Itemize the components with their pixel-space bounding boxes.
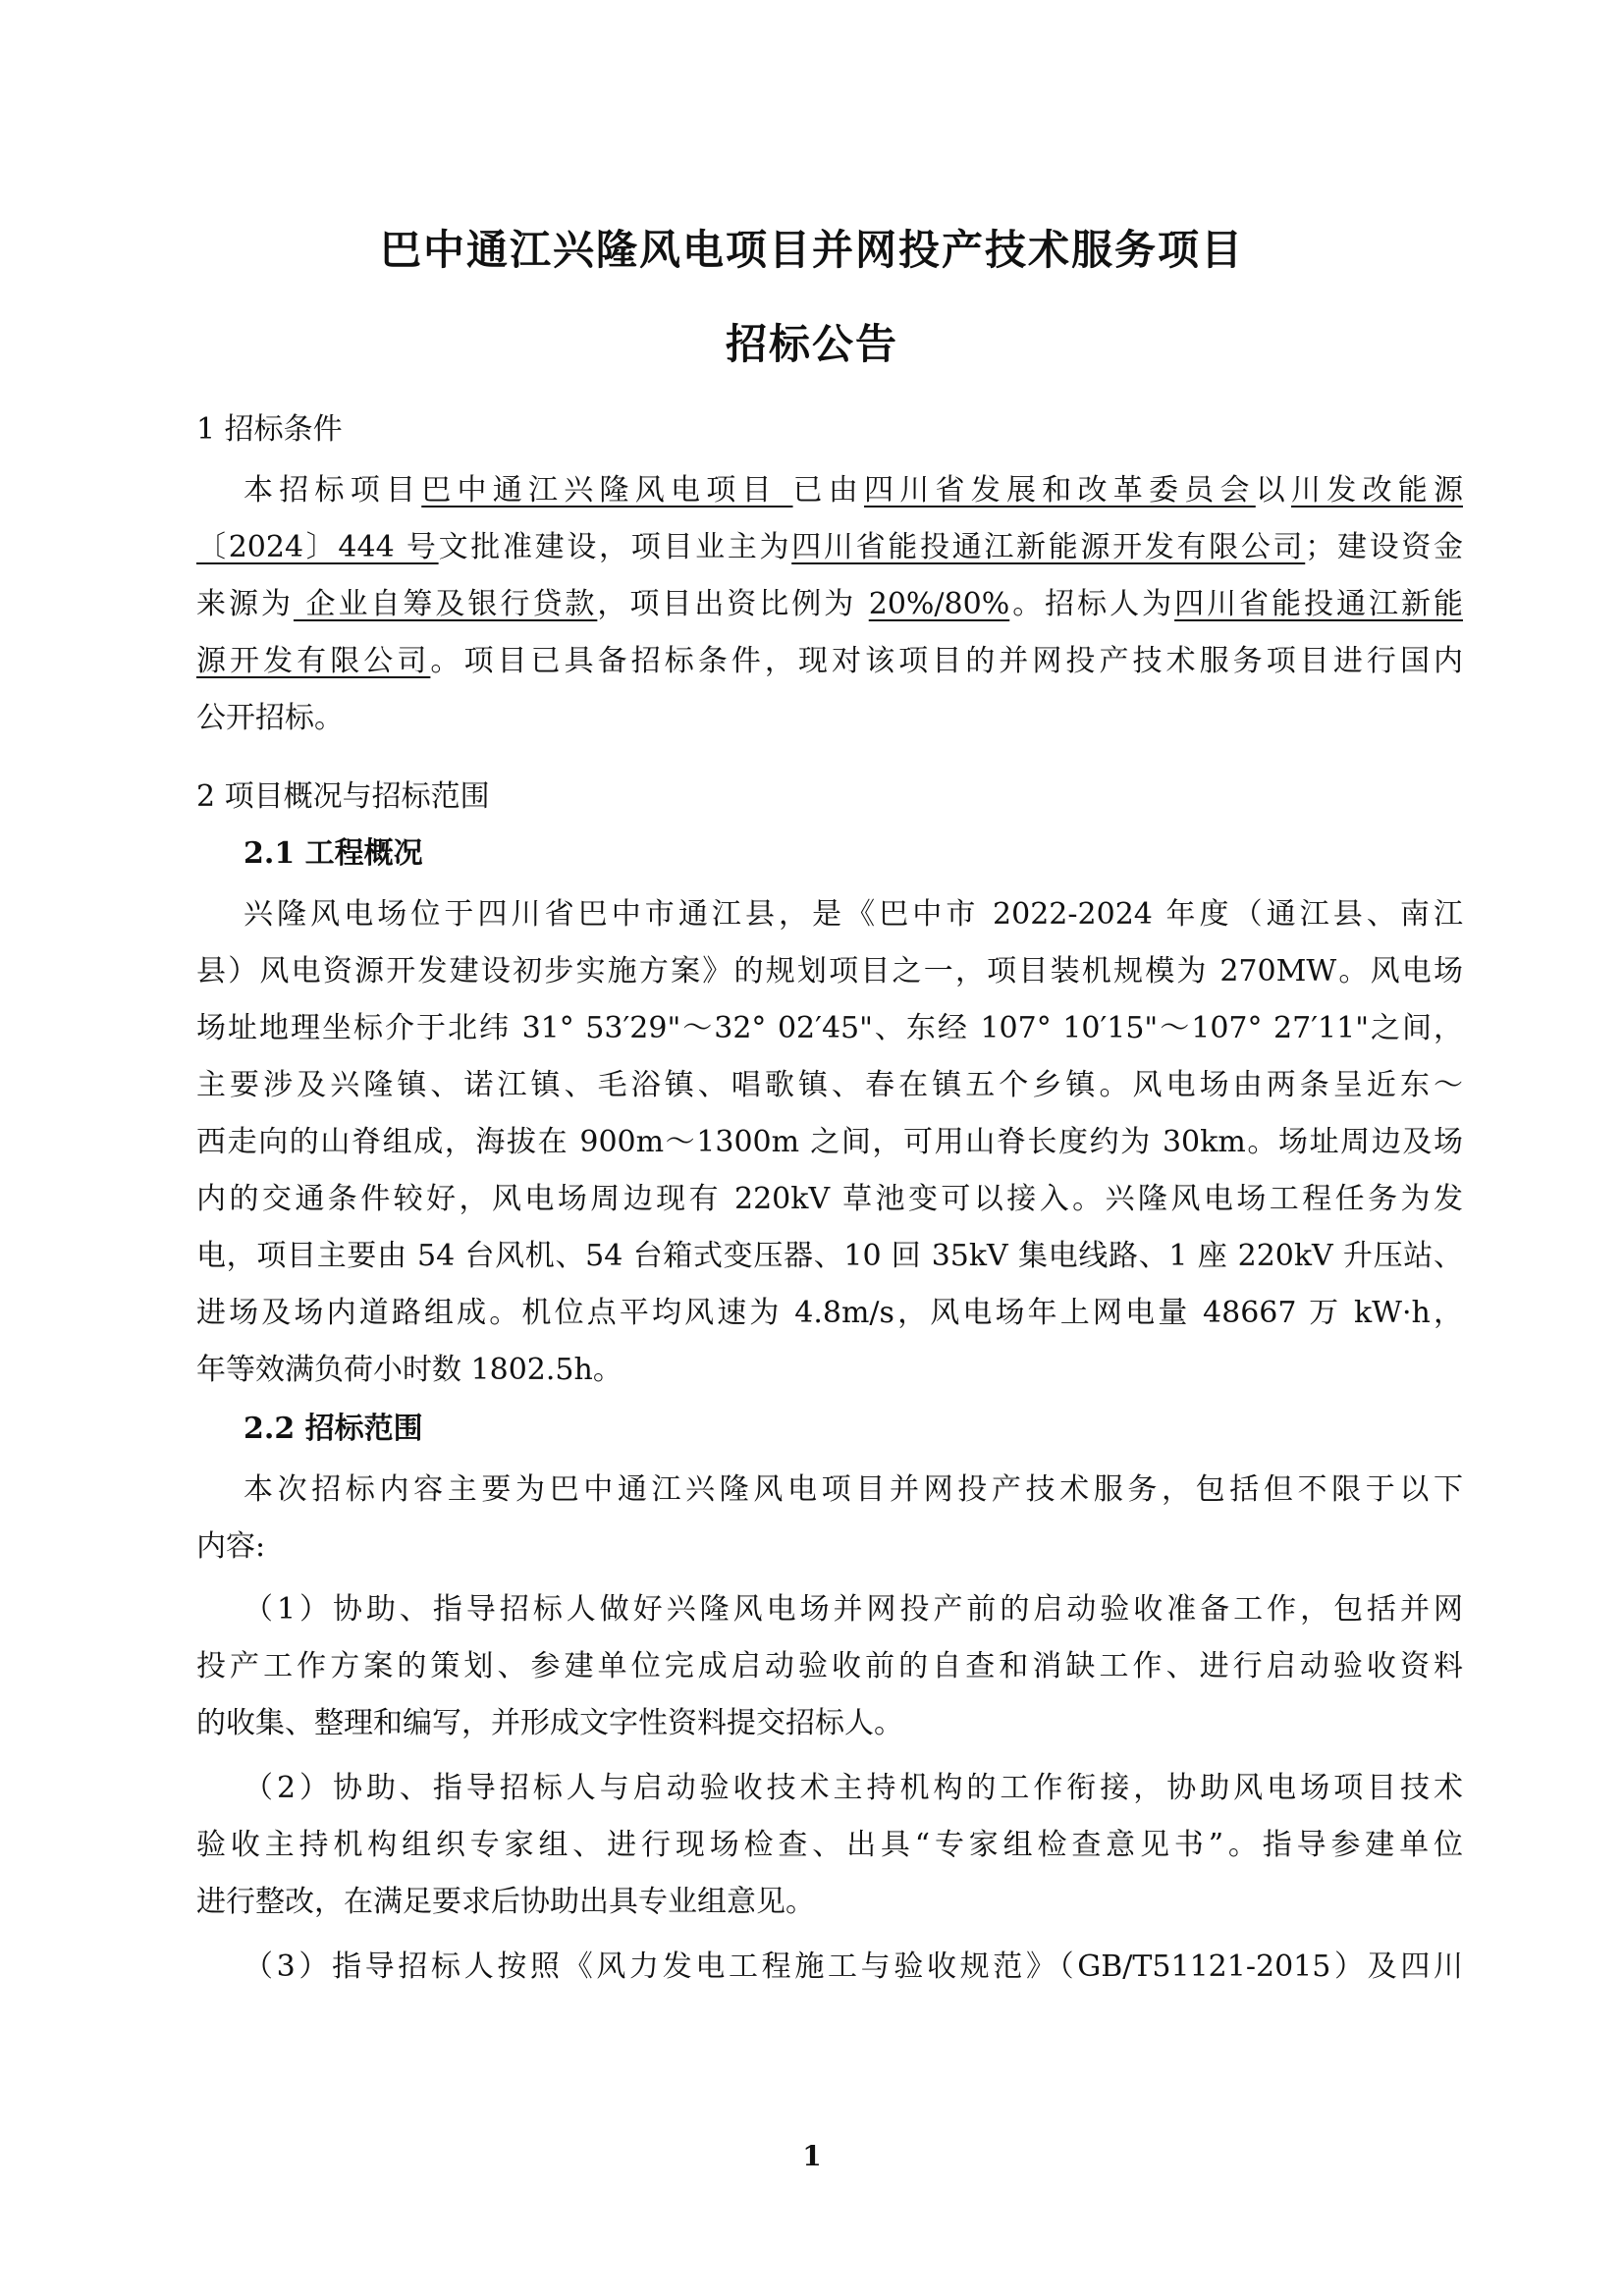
project-owner: 四川省能投通江新能源开发有限公司 [791,530,1306,564]
text-run: 。招标人为 [1009,587,1175,621]
paragraph-line: 电，项目主要由 54 台风机、54 台箱式变压器、10 回 35kV 集电线路、1 座 220kV 升压站、 [196,1239,1463,1273]
tenderer-name-cont: 源开发有限公司 [196,644,431,678]
section-1-heading: 1 招标条件 [196,412,343,447]
list-item-2-cont: 验收主持机构组织专家组、进行现场检查、出具“专家组检查意见书”。指导参建单位 [196,1828,1463,1862]
project-name: 巴中通江兴隆风电项目 [421,473,793,507]
text-run: 。项目已具备招标条件，现对该项目的并网投产技术服务项目进行国内 [430,644,1463,678]
list-item-1-cont: 的收集、整理和编写，并形成文字性资料提交招标人。 [196,1706,903,1740]
approval-document: 川发改能源 [1291,473,1463,507]
paragraph-line: 公开招标。 [196,701,344,735]
text-run: 文批准建设，项目业主为 [438,530,792,564]
approval-authority: 四川省发展和改革委员会 [864,473,1256,507]
paragraph-line: 本次招标内容主要为巴中通江兴隆风电项目并网投产技术服务，包括但不限于以下 [244,1472,1463,1507]
paragraph-line: 主要涉及兴隆镇、诺江镇、毛浴镇、唱歌镇、春在镇五个乡镇。风电场由两条呈近东～ [196,1068,1463,1102]
section-2-1-heading: 2.1 工程概况 [244,836,423,871]
paragraph-line: 内的交通条件较好，风电场周边现有 220kV 草池变可以接入。兴隆风电场工程任务为发 [196,1182,1463,1216]
text-run: 已由 [792,473,865,507]
text-run: ；建设资金 [1305,530,1463,564]
page-number: 1 [802,2140,822,2172]
section-2-heading: 2 项目概况与招标范围 [196,779,490,814]
list-item-2-cont: 进行整改，在满足要求后协助出具专业组意见。 [196,1885,815,1919]
funding-source: 企业自筹及银行贷款 [293,587,598,621]
text-run: ，项目出资比例为 [597,587,869,621]
paragraph-line [196,528,1463,567]
list-item-3: （3）指导招标人按照《风力发电工程施工与验收规范》（GB/T51121-2015）及四川 [244,1949,1463,1984]
text-run: 来源为 [196,587,294,621]
paragraph-line: 兴隆风电场位于四川省巴中市通江县，是《巴中市 2022-2024 年度（通江县、南江 [244,897,1463,932]
list-item-2: （2）协助、指导招标人与启动验收技术主持机构的工作衔接，协助风电场项目技术 [244,1771,1463,1805]
paragraph-line [244,471,1463,510]
section-2-2-heading: 2.2 招标范围 [244,1412,423,1446]
text-run: 以 [1255,473,1292,507]
text-run: 本招标项目 [244,473,422,507]
paragraph-line: 年等效满负荷小时数 1802.5h。 [196,1353,623,1387]
document-title: 巴中通江兴隆风电项目并网投产技术服务项目 [379,226,1244,274]
document-subtitle: 招标公告 [725,320,898,368]
paragraph-line: 场址地理坐标介于北纬 31° 53′29"～32° 02′45"、东经 107° 10′15"～107° 27′11"之间， [196,1011,1463,1045]
list-item-1: （1）协助、指导招标人做好兴隆风电场并网投产前的启动验收准备工作，包括并网 [244,1592,1463,1627]
paragraph-line [196,585,1463,624]
paragraph-line [196,642,1463,681]
tenderer-name: 四川省能投通江新能 [1174,587,1463,621]
list-item-1-cont: 投产工作方案的策划、参建单位完成启动验收前的自查和消缺工作、进行启动验收资料 [196,1649,1463,1683]
approval-number: 〔2024〕444 号 [196,530,439,564]
paragraph-line: 内容: [196,1529,266,1564]
paragraph-line: 进场及场内道路组成。机位点平均风速为 4.8m/s，风电场年上网电量 48667 万 kW·h， [196,1296,1463,1330]
paragraph-line: 县）风电资源开发建设初步实施方案》的规划项目之一，项目装机规模为 270MW。风电场 [196,954,1463,988]
funding-ratio: 20%/80% [868,587,1010,621]
paragraph-line: 西走向的山脊组成，海拔在 900m～1300m 之间，可用山脊长度约为 30km。场址周边及场 [196,1125,1463,1159]
